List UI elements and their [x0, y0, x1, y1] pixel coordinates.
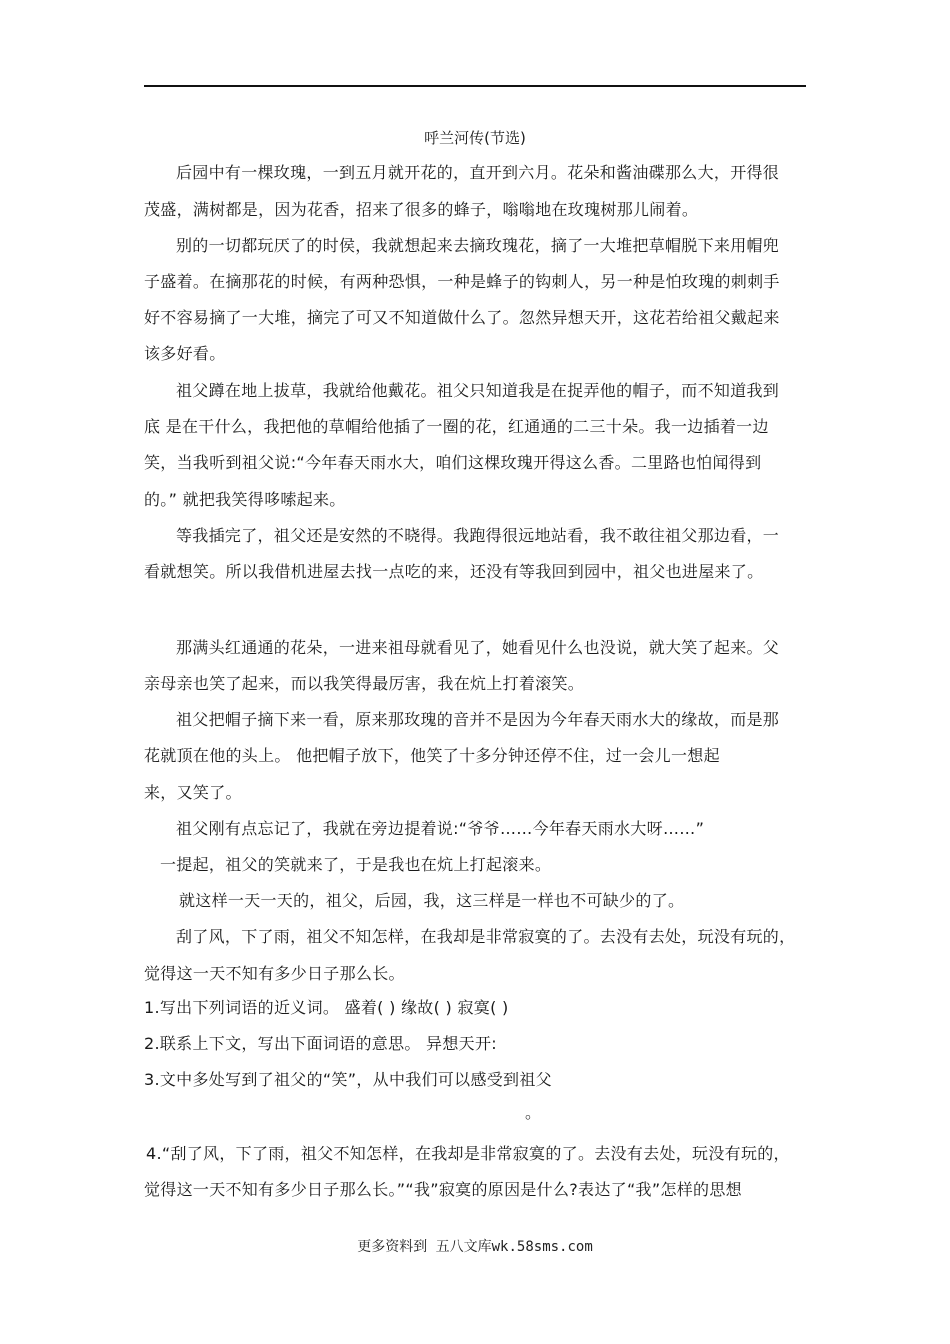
text-line: 茂盛，满树都是，因为花香，招来了很多的蜂子，嗡嗡地在玫瑰树那儿闹着。: [144, 200, 699, 219]
question-4-continued: 觉得这一天不知有多少日子那么长。”“我”寂寞的原因是什么?表达了“我”怎样的思想: [144, 1180, 742, 1199]
question-1: 1.写出下列词语的近义词。 盛着( ) 缘故( ) 寂寞( ): [144, 998, 509, 1017]
text-line: 的。” 就把我笑得哆嗦起来。: [144, 490, 346, 509]
text-line: 刮了风，下了雨，祖父不知怎样，在我却是非常寂寞的了。去没有去处，玩没有玩的，: [176, 927, 796, 946]
document-title: 呼兰河传(节选): [424, 129, 526, 147]
text-line: 祖父刚有点忘记了，我就在旁边提着说:“爷爷……今年春天雨水大呀……”: [176, 819, 705, 838]
text-line: 祖父把帽子摘下来一看，原来那玫瑰的音并不是因为今年春天雨水大的缘故，而是那: [176, 710, 780, 729]
question-3-answer-end: 。: [525, 1103, 542, 1122]
footer-watermark: 更多资料到 五八文库wk.58sms.com: [357, 1239, 593, 1255]
top-divider: [144, 85, 806, 87]
text-line: 花就顶在他的头上。 他把帽子放下，他笑了十多分钟还停不住，过一会儿一想起: [144, 746, 720, 765]
text-line: 等我插完了，祖父还是安然的不晓得。我跑得很远地站看，我不敢往祖父那边看，一: [176, 526, 780, 545]
text-line: 该多好看。: [144, 344, 226, 363]
text-line: 祖父蹲在地上拔草，我就给他戴花。祖父只知道我是在捉弄他的帽子，而不知道我到: [176, 381, 780, 400]
text-line: 看就想笑。所以我借机进屋去找一点吃的来，还没有等我回到园中，祖父也进屋来了。: [144, 562, 764, 581]
question-3: 3.文中多处写到了祖父的“笑”，从中我们可以感受到祖父: [144, 1070, 552, 1089]
text-line: 亲母亲也笑了起来，而以我笑得最厉害，我在炕上打着滚笑。: [144, 674, 585, 693]
text-line: 后园中有一棵玫瑰，一到五月就开花的，直开到六月。花朵和酱油碟那么大，开得很: [176, 163, 780, 182]
text-line: 好不容易摘了一大堆，摘完了可又不知道做什么了。忽然异想天开，这花若给祖父戴起来: [144, 308, 780, 327]
text-line: 那满头红通通的花朵，一进来祖母就看见了，她看见什么也没说，就大笑了起来。父: [176, 638, 780, 657]
text-line: 子盛着。在摘那花的时候，有两种恐惧，一种是蜂子的钩刺人，另一种是怕玫瑰的刺刺手: [144, 272, 780, 291]
text-line: 来，又笑了。: [144, 783, 242, 802]
text-line: 笑，当我听到祖父说:“今年春天雨水大，咱们这棵玫瑰开得这么香。二里路也怕闻得到: [144, 453, 762, 472]
text-line: 觉得这一天不知有多少日子那么长。: [144, 964, 405, 983]
text-line: 就这样一天一天的，祖父，后园，我，这三样是一样也不可缺少的了。: [179, 891, 685, 910]
question-4: 4.“刮了风，下了雨，祖父不知怎样，在我却是非常寂寞的了。去没有去处，玩没有玩的，: [146, 1144, 790, 1163]
question-2: 2.联系上下文，写出下面词语的意思。 异想天开:: [144, 1034, 497, 1053]
text-line: 一提起，祖父的笑就来了，于是我也在炕上打起滚来。: [160, 855, 552, 874]
text-line: 别的一切都玩厌了的时侯，我就想起来去摘玫瑰花，摘了一大堆把草帽脱下来用帽兜: [176, 236, 780, 255]
text-line: 底 是在干什么，我把他的草帽给他插了一圈的花，红通通的二三十朵。我一边插着一边: [144, 417, 769, 436]
